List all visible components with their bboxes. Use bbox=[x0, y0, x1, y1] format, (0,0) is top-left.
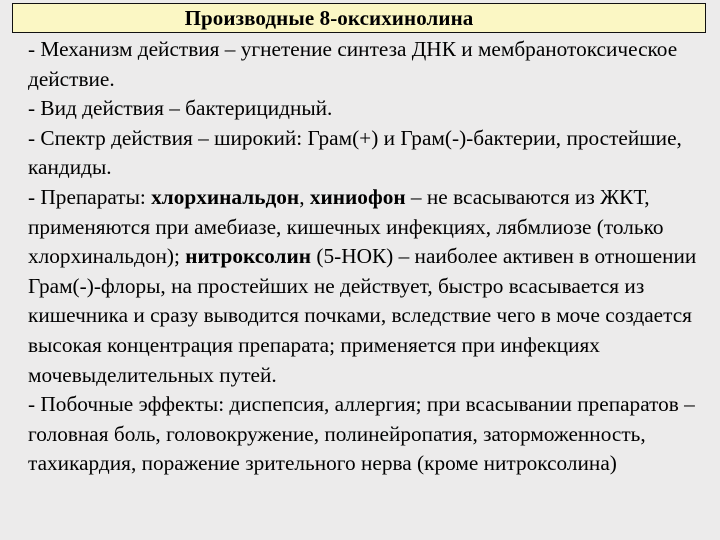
spectrum-paragraph: - Спектр действия – широкий: Грам(+) и Грам(-)-бактерии, простейшие, кандиды. bbox=[28, 125, 682, 180]
mechanism-paragraph: - Механизм действия – угнетение синтеза ДНК и мембранотоксическое действие. bbox=[28, 37, 678, 91]
drugs-separator: , bbox=[299, 184, 310, 209]
slide-title: Производные 8-оксихинолина bbox=[184, 5, 474, 30]
drugs-prefix: - Препараты: bbox=[28, 184, 152, 209]
drug-chlorquinaldol: хлорхинальдон bbox=[151, 184, 300, 209]
drugs-middle-text: – не всасываются из ЖКТ, применяются при амебиазе, кишечных инфекциях, лябмлиозе (только хлорхинальдон); bbox=[28, 184, 664, 269]
title-box bbox=[12, 3, 706, 33]
drugs-paragraph bbox=[28, 183, 714, 390]
drugs-rest-text: (5-НОК) – наиболее активен в отношении Грам(-)-флоры, на простейших не действует, быстро всасывается из кишечника и сразу выводится почками, вследствие чего в моче создается высокая концентрация препарата; применяется при инфекциях мочевыделительных путей. bbox=[28, 244, 697, 387]
action-type-paragraph: - Вид действия – бактерицидный. bbox=[28, 96, 333, 121]
slide-content bbox=[28, 35, 714, 479]
drug-nitroxoline: нитроксолин bbox=[185, 244, 312, 269]
side-effects-paragraph: - Побочные эффекты: диспепсия, аллергия; при всасывании препаратов – головная боль, головокружение, полинейропатия, заторможенность, тахикардия, поражение зрительного нерва (кроме нитроксолина) bbox=[28, 392, 695, 476]
drug-chiniofon: хиниофон bbox=[309, 184, 406, 209]
